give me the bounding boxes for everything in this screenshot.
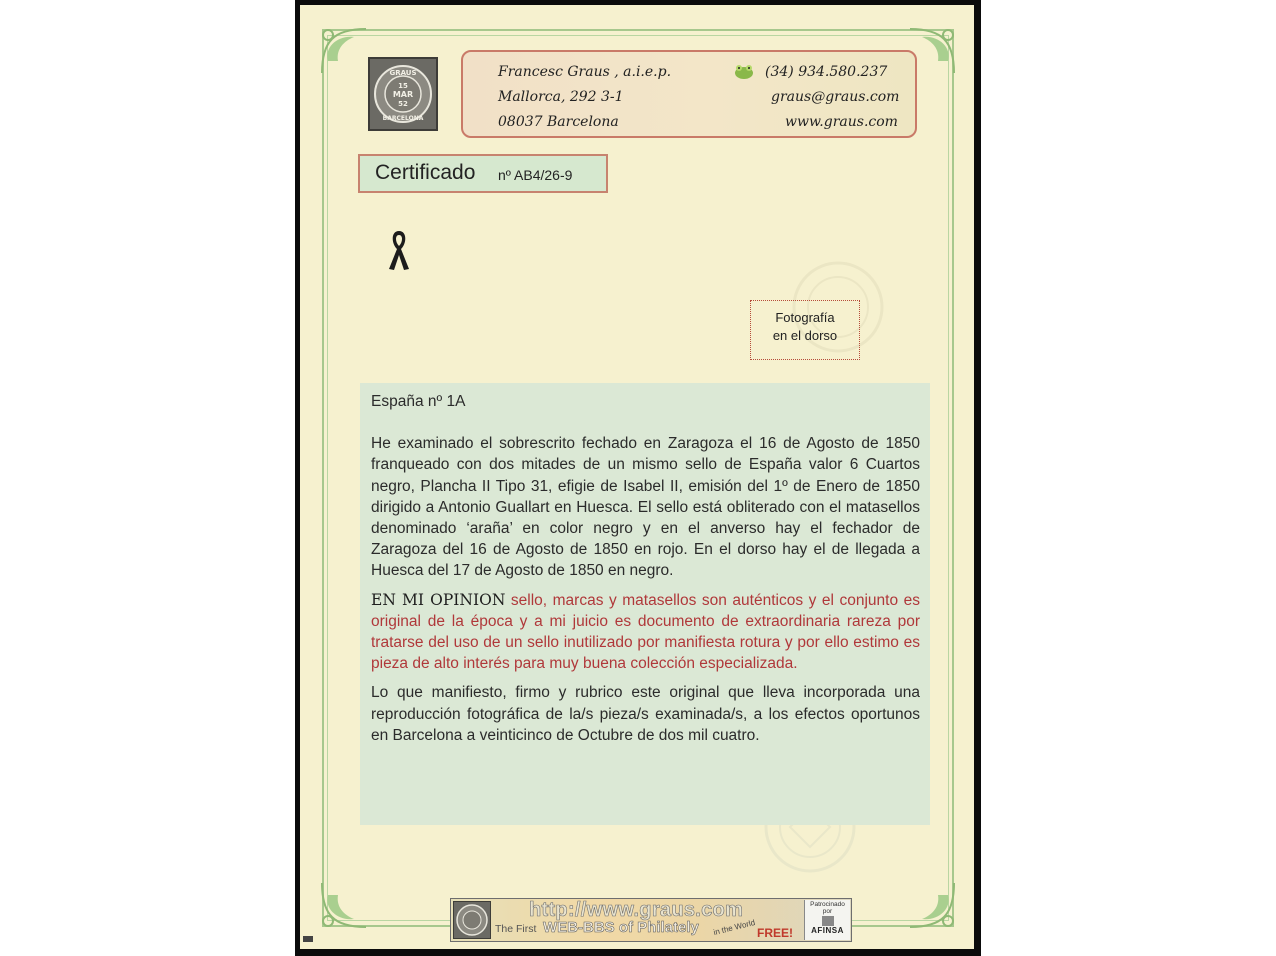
sponsor-line1: Patrocinado <box>810 901 845 908</box>
email-address[interactable]: graus@graus.com <box>771 89 900 105</box>
closing-statement: Lo que manifiesto, firmo y rubrico este original que lleva incorporada una reproducción fotográfica de la/s pieza/s examinada/s, a los efectos oportunos en Barcelona a veinticinco de Octubre de dos mil cuatro. <box>371 684 920 744</box>
frog-phone-icon <box>733 62 755 80</box>
corner-ornament-bottom-right-icon <box>902 875 962 935</box>
banner-headline: WEB-BBS of Philately <box>543 919 699 936</box>
banner-postmark-icon <box>454 902 490 938</box>
sponsor-box <box>804 900 850 940</box>
corner-ornament-top-left-icon <box>314 21 374 81</box>
opinion-lead: EN MI OPINION <box>371 590 506 609</box>
certificate-title: Certificado <box>375 161 476 184</box>
afinsa-logo-icon <box>822 916 834 926</box>
examination-description: He examinado el sobrescrito fechado en Zaragoza el 16 de Agosto de 1850 franqueado con dos mitades de un mismo sello de España valor 6 Cuartos negro, Plancha II Tipo 31, efigie de Isabel II, emisión del 1º de Enero de 1850 dirigido a Antonio Guallart en Huesca. El sello está obliterado con el matasellos denominado ‘araña’ en color negro y en el anverso hay el fechador de Zaragoza del 16 de Agosto de 1850 en rojo. En el dorso hay el de llegada a Huesca del 17 de Agosto de 1850 en negro. <box>371 435 920 580</box>
expert-name: Francesc Graus , a.i.e.p. <box>498 64 672 80</box>
banner-tag: The First <box>495 923 537 935</box>
certificate-number: nº AB4/26-9 <box>498 167 573 183</box>
website-address[interactable]: www.graus.com <box>785 114 898 130</box>
photo-on-back-note <box>750 300 860 360</box>
banner-free: FREE! <box>757 926 793 940</box>
seal-year: 52 <box>398 100 408 108</box>
corner-ornament-bottom-left-icon <box>314 875 374 935</box>
address-city: 08037 Barcelona <box>498 114 619 130</box>
postmark-seal-icon <box>370 59 436 129</box>
banner-seal <box>453 901 491 939</box>
scan-corner-mark-icon <box>303 936 313 942</box>
seal-top-text: GRAUS <box>389 69 417 77</box>
seal-day: 15 <box>398 82 408 90</box>
photo-note-line1: Fotografía <box>775 310 835 325</box>
expert-opinion <box>371 590 920 675</box>
certificate-paper <box>300 5 974 949</box>
photo-note-line2: en el dorso <box>772 328 838 343</box>
certificate-body <box>360 383 930 825</box>
address-street: Mallorca, 292 3-1 <box>498 89 624 105</box>
header-contact-box <box>461 50 917 138</box>
document-scan <box>295 0 981 956</box>
graus-web-banner[interactable] <box>450 898 852 942</box>
banner-url[interactable]: http://www.graus.com <box>529 899 744 921</box>
black-ribbon-icon <box>386 229 412 271</box>
banner-world: in the World <box>712 917 757 938</box>
opinion-text: sello, marcas y matasellos son auténticos y el conjunto es original de la época y a mi juicio es documento de extraordinaria rareza por tratarse del uso de un sello inutilizado por manifiesta rotura y por ello estimo es pieza de alto interés para muy buena colección especializada. <box>371 591 920 673</box>
phone-number: (34) 934.580.237 <box>765 64 888 80</box>
seal-month: MAR <box>392 90 414 99</box>
certificate-title-box <box>358 154 608 193</box>
seal-bottom-text: BARCELONA <box>382 115 424 122</box>
sponsor-line2: por <box>822 908 833 915</box>
sponsor-name: AFINSA <box>811 926 844 935</box>
stamp-catalog-heading: España nº 1A <box>371 393 466 410</box>
graus-postmark-seal <box>368 57 438 131</box>
